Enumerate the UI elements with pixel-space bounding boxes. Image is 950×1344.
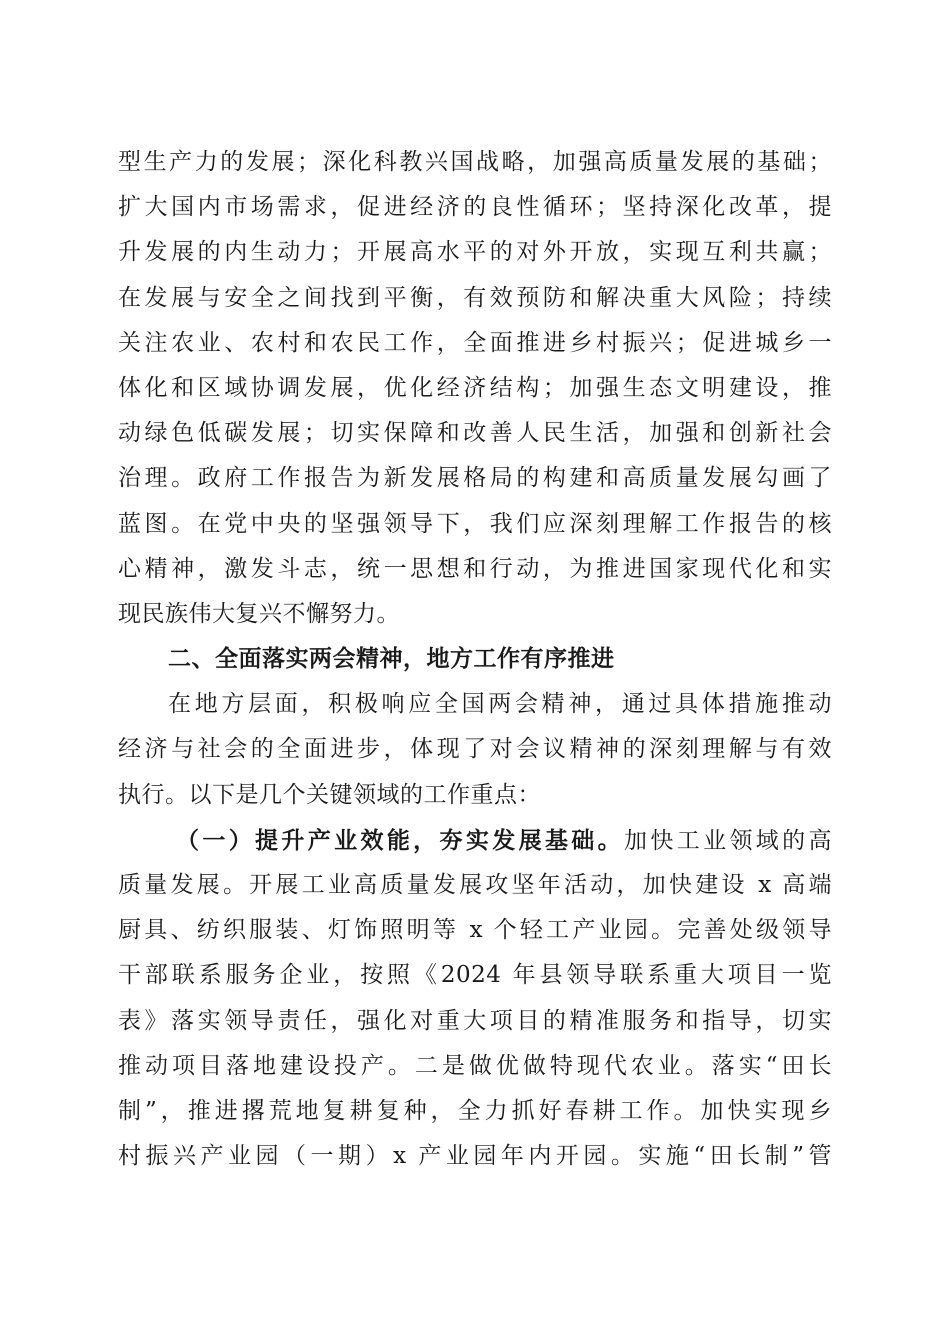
text-line: 现民族伟大复兴不懈努力。 (118, 600, 400, 627)
text-line: 体化和区域协调发展，优化经济结构；加强生态文明建设，推 (118, 374, 832, 401)
text-span: 加快工业领域的高 (624, 827, 833, 854)
text-line: 厨具、纺织服装、灯饰照明等 x 个轻工产业园。完善处级领导 (118, 917, 832, 944)
text-line: 升发展的内生动力；开展高水平的对外开放，实现互利共赢； (118, 239, 832, 266)
text-line: 治理。政府工作报告为新发展格局的构建和高质量发展勾画了 (118, 465, 832, 492)
document-body (118, 140, 832, 1179)
text-line: 执行。以下是几个关键领域的工作重点： (118, 781, 541, 808)
text-line: 扩大国内市场需求，促进经济的良性循环；坚持深化改革，提 (118, 194, 832, 221)
section-heading: 二、全面落实两会精神，地方工作有序推进 (168, 646, 615, 673)
text-line: 在地方层面，积极响应全国两会精神，通过具体措施推动 (168, 691, 832, 718)
text-line: 经济与社会的全面进步，体现了对会议精神的深刻理解与有效 (118, 736, 832, 763)
text-line: 推动项目落地建设投产。二是做优做特现代农业。落实“田长 (118, 1052, 832, 1079)
paragraph-3 (118, 818, 832, 1180)
text-line: 质量发展。开展工业高质量发展攻坚年活动，加快建设 x 高端 (118, 872, 832, 898)
text-line: 村振兴产业园（一期）x 产业园年内开园。实施“田长制”管 (118, 1143, 832, 1170)
subsection-lead: （一）提升产业效能，夯实发展基础。 (176, 826, 625, 854)
text-line: 制”，推进撂荒地复耕复种，全力抓好春耕工作。加快实现乡 (118, 1097, 832, 1124)
paragraph-2 (118, 682, 832, 818)
text-line: 动绿色低碳发展；切实保障和改善人民生活，加强和创新社会 (118, 420, 832, 447)
paragraph-1 (118, 140, 832, 637)
text-line: 型生产力的发展；深化科教兴国战略，加强高质量发展的基础； (118, 149, 832, 175)
text-line-first (118, 818, 832, 863)
text-line: 在发展与安全之间找到平衡，有效预防和解决重大风险；持续 (118, 284, 832, 311)
text-line: 表》落实领导责任，强化对重大项目的精准服务和指导，切实 (118, 1007, 832, 1034)
text-line: 干部联系服务企业，按照《2024 年县领导联系重大项目一览 (118, 962, 832, 989)
text-line: 关注农业、农村和农民工作，全面推进乡村振兴；促进城乡一 (118, 329, 832, 356)
text-line: 蓝图。在党中央的坚强领导下，我们应深刻理解工作报告的核 (118, 510, 832, 537)
text-line: 心精神，激发斗志，统一思想和行动，为推进国家现代化和实 (118, 555, 832, 582)
